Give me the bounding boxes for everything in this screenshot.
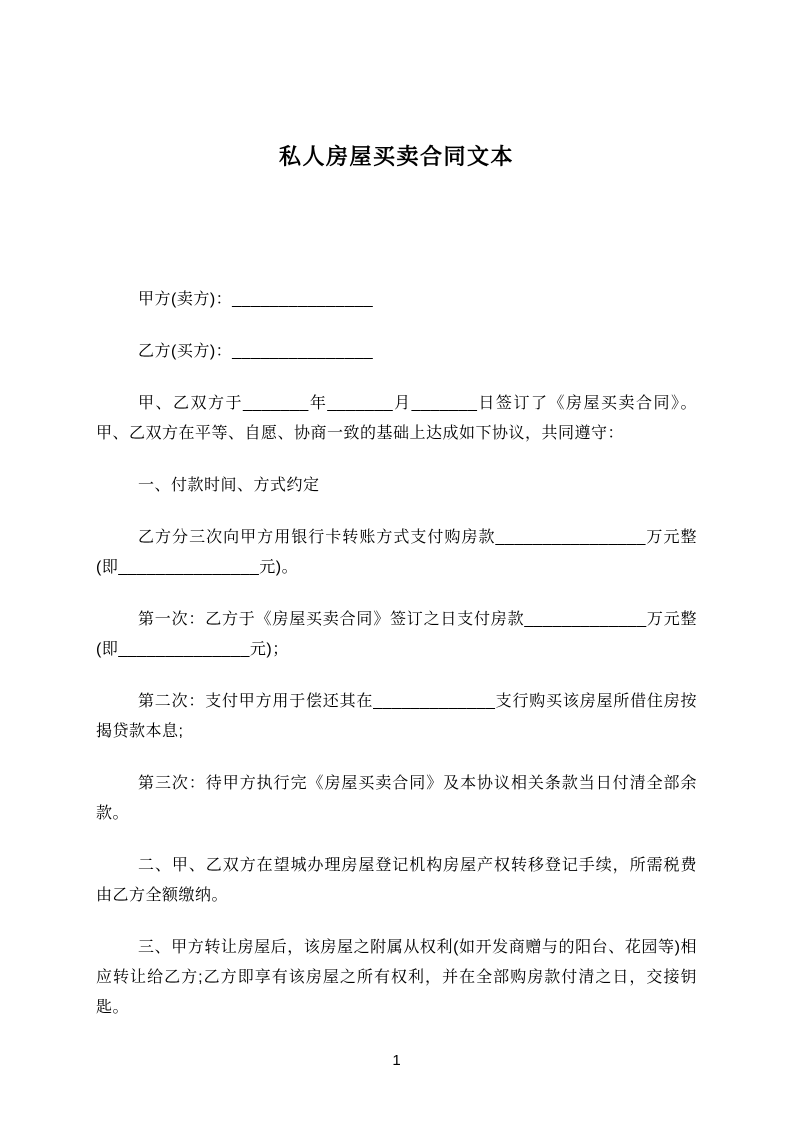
section-1-heading: 一、付款时间、方式约定 — [138, 477, 320, 494]
page-number: 1 — [392, 1052, 401, 1069]
document-title: 私人房屋买卖合同文本 — [278, 144, 514, 169]
document-body — [96, 285, 697, 1023]
payment-overview-paragraph: 乙方分三次向甲方用银行卡转账方式支付购房款________________万元整(即_______________元)。 — [96, 529, 697, 576]
preamble-paragraph: 甲、乙双方于_______年_______月_______日签订了《房屋买卖合同》。甲、乙双方在平等、自愿、协商一致的基础上达成如下协议，共同遵守： — [96, 395, 697, 442]
party-b-line: 乙方(买方)：_______________ — [138, 343, 374, 360]
second-payment-paragraph: 第二次：支付甲方用于偿还其在_____________支行购买该房屋所借住房按揭贷款本息; — [96, 693, 697, 740]
section-3-paragraph: 三、甲方转让房屋后，该房屋之附属从权利(如开发商赠与的阳台、花园等)相应转让给乙方;乙方即享有该房屋之所有权利，并在全部购房款付清之日，交接钥匙。 — [96, 939, 697, 1016]
section-2-paragraph: 二、甲、乙双方在望城办理房屋登记机构房屋产权转移登记手续，所需税费由乙方全额缴纳。 — [96, 857, 697, 904]
third-payment-paragraph: 第三次：待甲方执行完《房屋买卖合同》及本协议相关条款当日付清全部余款。 — [96, 775, 697, 822]
party-a-line: 甲方(卖方)：_______________ — [138, 291, 374, 308]
first-payment-paragraph: 第一次：乙方于《房屋买卖合同》签订之日支付房款_____________万元整(即______________元)； — [96, 611, 697, 658]
